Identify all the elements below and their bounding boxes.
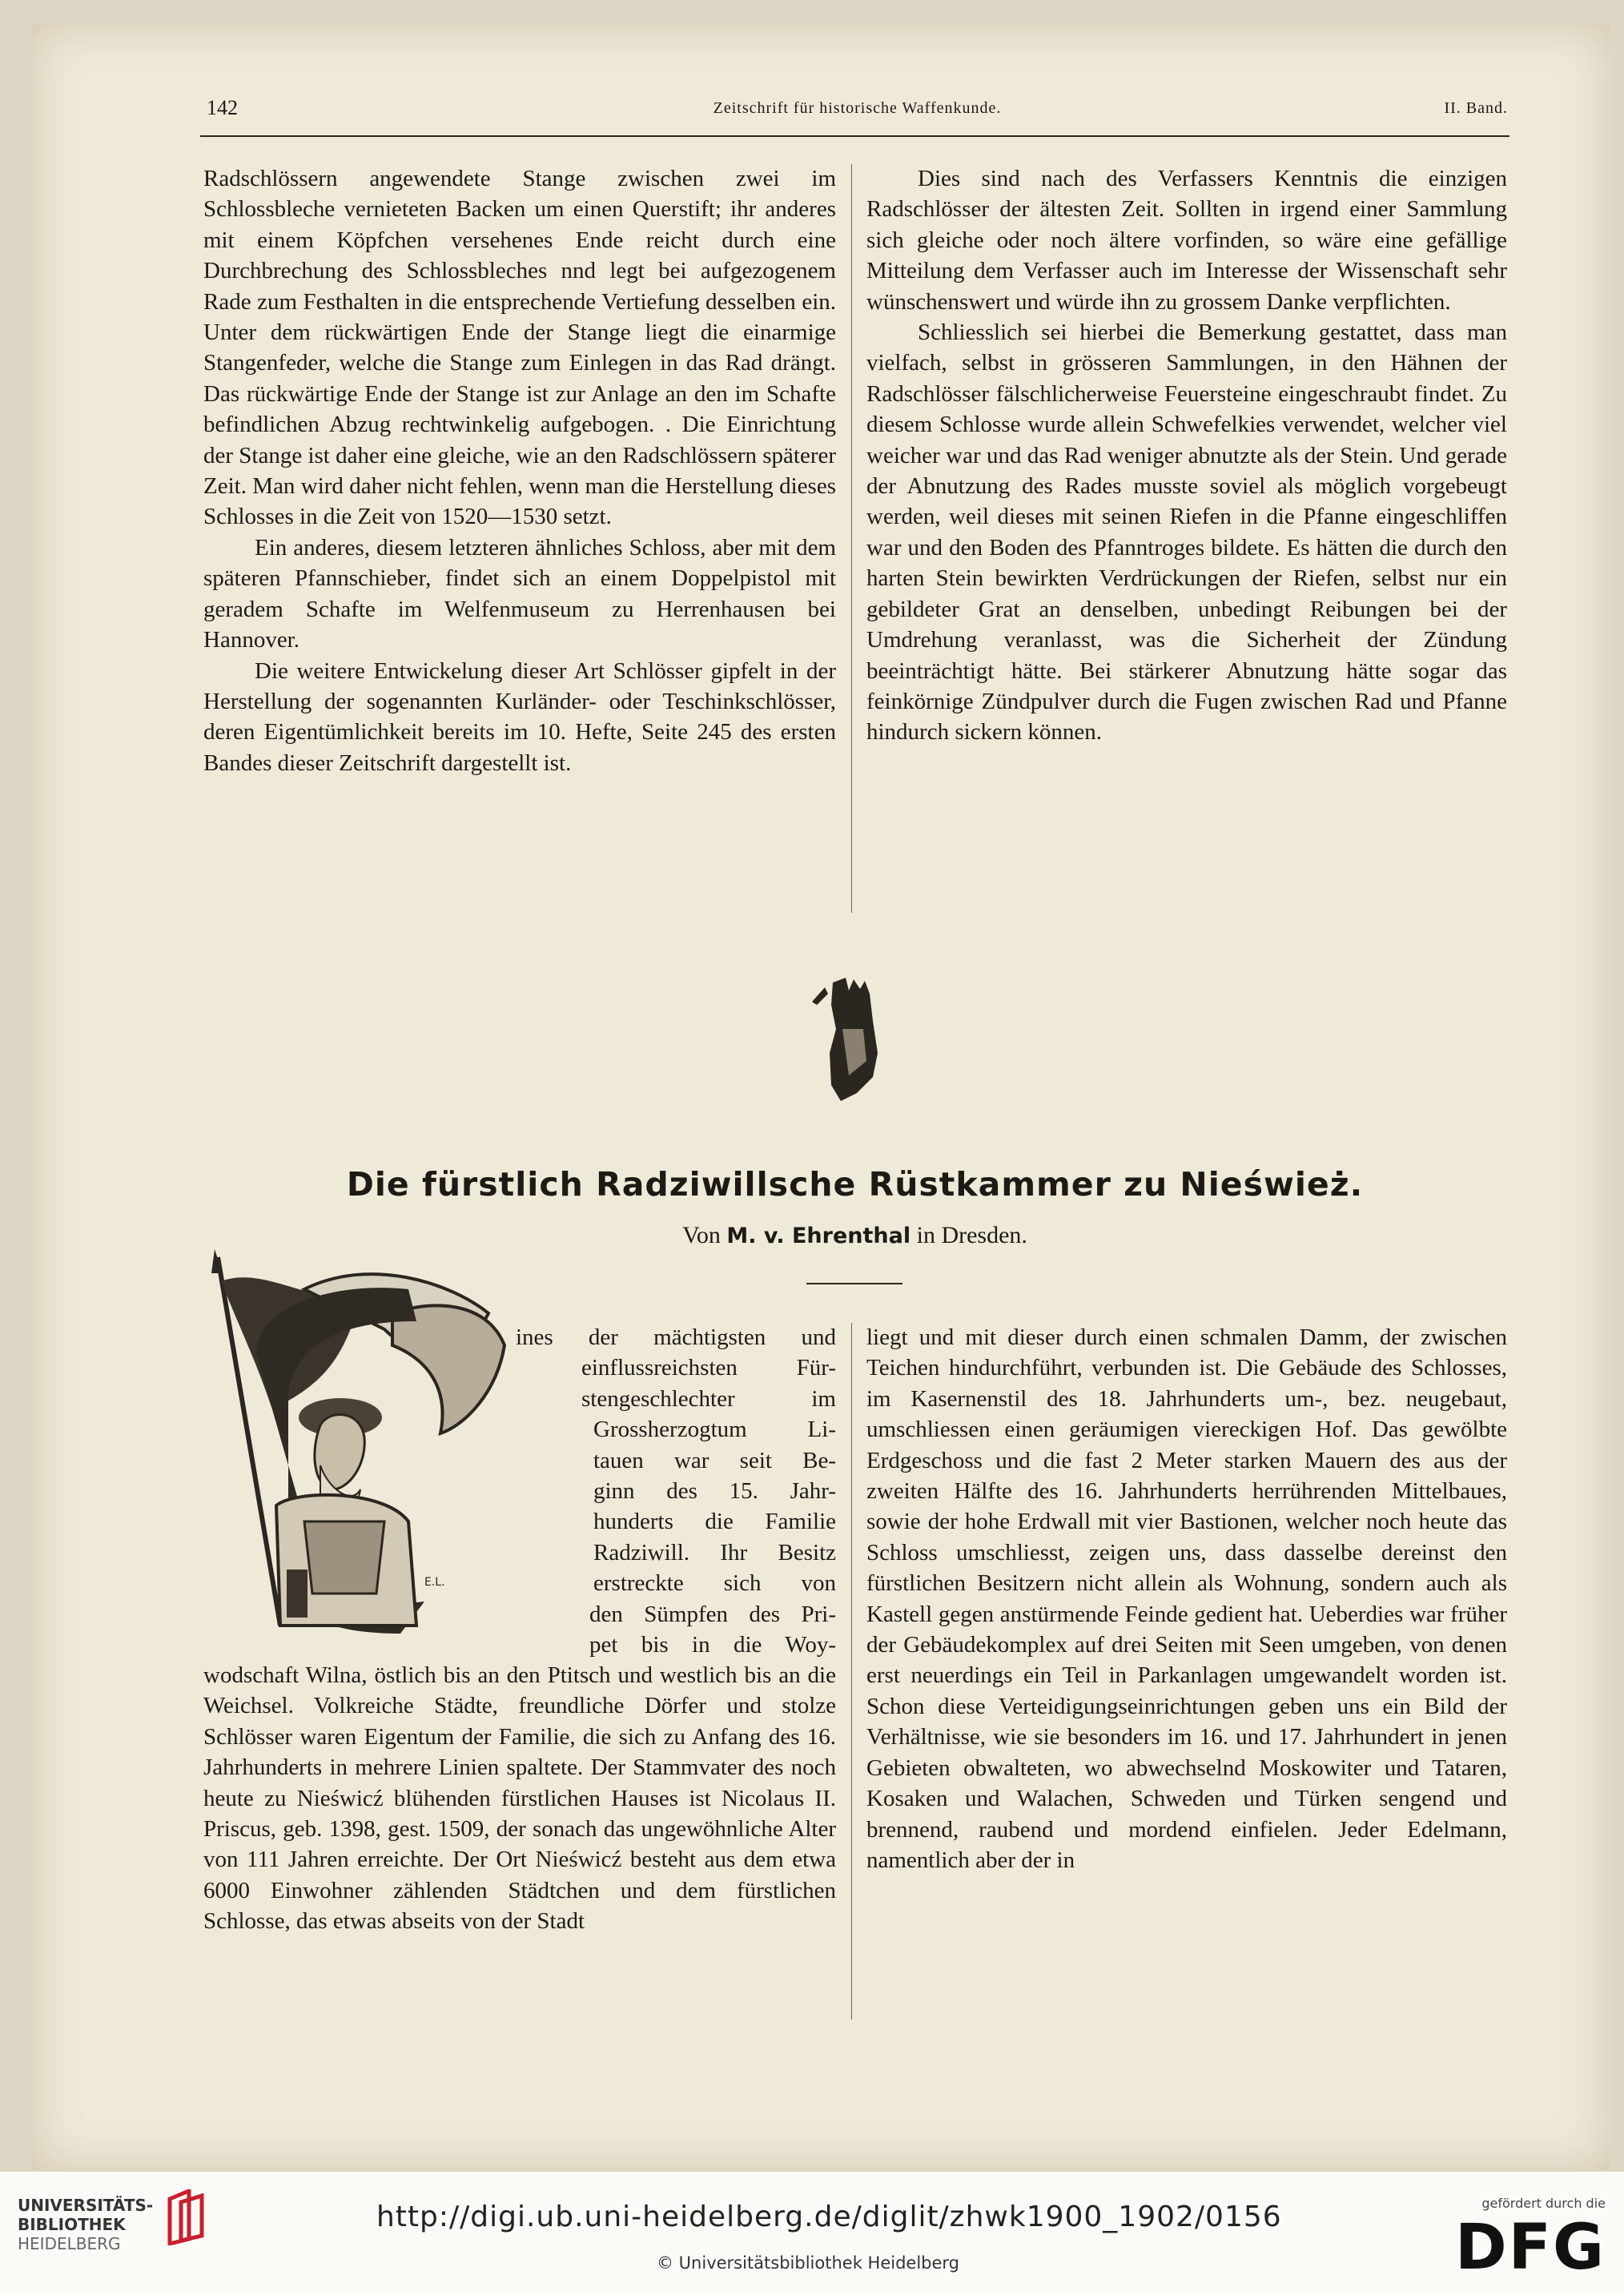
- line: erstreckte sich von: [593, 1570, 836, 1597]
- column-divider: [851, 164, 852, 913]
- decorated-initial-e: [200, 1249, 537, 1650]
- paragraph: Die weitere Entwickelung dieser Art Schlösser gipfelt in der Herstellung der sogenannten Kurländer- oder Teschinkschlösser, deren Eigentümlichkeit bereits im 10. Hefte, Seite 245 des ersten Bandes dieser Zeitschrift dargestellt ist.: [203, 657, 836, 776]
- line: Grossherzogtum Li-: [593, 1417, 836, 1443]
- bottom-left-column: [203, 1660, 836, 1937]
- library-emblem-icon: [162, 2189, 210, 2245]
- line: tauen war seit Be-: [593, 1447, 836, 1473]
- line: den Sümpfen des Pri-: [589, 1601, 836, 1627]
- copyright-notice: © Universitätsbibliothek Heidelberg: [657, 2253, 960, 2273]
- initial-monogram: E.L.: [424, 1576, 445, 1589]
- permalink-url[interactable]: http://digi.ub.uni-heidelberg.de/diglit/zhwk1900_1902/0156: [376, 2201, 1282, 2233]
- library-name: UNIVERSITÄTS- BIBLIOTHEK HEIDELBERG: [18, 2196, 154, 2253]
- page-number: 142: [207, 96, 238, 119]
- top-left-column: [203, 163, 836, 778]
- paragraph: Schliesslich sei hierbei die Bemerkung gestattet, dass man vielfach, selbst in grösseren Sammlungen, in den Hähnen der Radschlösser fälschlicherweise Feuersteine eingeschraubt findet. Zu diesem Schlosse wurde allein Schwefelkies verwendet, welcher viel weicher war und das Rad weniger abnutzte als der Stein. Und gerade der Abnutzung des Rades musste soviel als möglich vorgebeugt werden, weil dieses mit seinen Riefen in die Pfanne eingeschliffen war und den Boden des Pfanntroges bildete. Es hätten die durch den harten Stein bewirkten Verdrückungen der Riefen, selbst nur ein gebildeter Grat an denselben, unbedingt Reibungen bei der Umdrehung veranlasst, was die Sicherheit der Zündung beeinträchtigt hätte. Bei stärkerer Abnutzung hätte sogar das feinkörnige Zündpulver durch die Fugen zwischen Rad und Pfanne hindurch sickern können.: [866, 320, 1507, 746]
- running-head: [207, 96, 1508, 131]
- library-logo[interactable]: [18, 2196, 266, 2276]
- byline: [200, 1222, 1509, 1249]
- journal-title: Zeitschrift für historische Waffenkunde.: [713, 99, 1002, 117]
- line: hunderts die Familie: [593, 1509, 836, 1535]
- paragraph: Dies sind nach des Verfassers Kenntnis die einzigen Radschlösser der ältesten Zeit. Sollten in irgend einer Sammlung sich gleiche oder noch ältere vorfinden, so wäre eine gefällige Mitteilung dem Verfasser auch im Interesse der Wissenschaft sehr wünschenswert und würde ihn zu grossem Danke verpflichten.: [866, 166, 1507, 315]
- header-rule: [200, 135, 1509, 137]
- line: pet bis in die Woy-: [589, 1632, 836, 1658]
- byline-prefix: Von: [682, 1222, 721, 1248]
- column-divider: [851, 1323, 852, 2020]
- line: ines der mächtigsten und: [516, 1324, 836, 1350]
- sponsor-name: DFG: [1454, 2212, 1606, 2284]
- sponsor-label: gefördert durch die: [1481, 2196, 1606, 2211]
- line: einflussreichsten Für-: [581, 1355, 836, 1381]
- top-right-column: [866, 163, 1507, 748]
- volume-label: II. Band.: [1444, 99, 1508, 117]
- viewer-footer: [0, 2172, 1624, 2295]
- author-name: M. v. Ehrenthal: [726, 1224, 911, 1248]
- intro-lines-beside-initial: [501, 1322, 836, 1660]
- bottom-right-column: [866, 1322, 1507, 1875]
- line: stengeschlechter im: [581, 1385, 836, 1412]
- dfg-logo[interactable]: [1433, 2196, 1606, 2284]
- line: Radziwill. Ihr Besitz: [593, 1539, 836, 1566]
- title-rule: [806, 1283, 902, 1284]
- article-title: Die fürstlich Radziwillsche Rüstkammer zu Nieśwież.: [346, 1165, 1364, 1204]
- gauntlet-ornament: [801, 973, 905, 1109]
- paragraph: Ein anderes, diesem letzteren ähnliches Schloss, aber mit dem späteren Pfannschieber, findet sich an einem Doppelpistol mit geradem Schafte im Welfenmuseum zu Herrenhausen bei Hannover.: [203, 534, 836, 653]
- byline-suffix: in Dresden.: [916, 1222, 1027, 1248]
- paragraph: Radschlössern angewendete Stange zwischen zwei im Schlossbleche vernieteten Backen um einen Querstift; ihr anderes mit einem Köpfchen versehenes Ende reicht durch eine Durchbrechung des Schlossbleches nnd legt bei aufgezogenem Rade zum Festhalten in die entsprechende Vertiefung desselben ein. Unter dem rückwärtigen Ende der Stange liegt die einarmige Stangenfeder, welche die Stange zum Einlegen in das Rad drängt. Das rückwärtige Ende der Stange ist zur Anlage an den im Schafte befindlichen Abzug rechtwinkelig aufgebogen. . Die Einrichtung der Stange ist daher eine gleiche, wie an den Radschlössern späterer Zeit. Man wird daher nicht fehlen, wenn man die Herstellung dieses Schlosses in die Zeit von 1520—1530 setzt.: [203, 166, 836, 530]
- line: ginn des 15. Jahr-: [593, 1478, 836, 1505]
- paragraph: wodschaft Wilna, östlich bis an den Ptitsch und westlich bis an die Weichsel. Volkreiche Städte, freundliche Dörfer und stolze Schlösser waren Eigentum der Familie, die sich zu Anfang des 16. Jahrhunderts in mehrere Linien spaltete. Der Stammvater des noch heute zu Nieświcź blühenden fürstlichen Hauses ist Nicolaus II. Priscus, geb. 1398, gest. 1509, der sonach das ungewöhnliche Alter von 111 Jahren erreichte. Der Ort Nieświcź besteht aus dem etwa 6000 Einwohner zählenden Städtchen und dem fürstlichen Schlosse, das etwas abseits von der Stadt: [203, 1662, 836, 1935]
- paragraph: liegt und mit dieser durch einen schmalen Damm, der zwischen Teichen hindurchführt, verbunden ist. Die Gebäude des Schlosses, im Kasernenstil des 18. Jahrhunderts um-, bez. neugebaut, umschliessen einen geräumigen viereckigen Hof. Das gewölbte Erdgeschoss und die fast 2 Meter starken Mauern des aus der zweiten Hälfte des 16. Jahrhunderts herrührenden Mittelbaues, sowie der hohe Erdwall mit vier Bastionen, welcher noch heute das Schloss umschliesst, zeigen uns, dass dasselbe dereinst den fürstlichen Besitzern nicht allein als Wohnung, sondern auch als Kastell gegen anstürmende Feinde gedient hat. Ueberdies war früher der Gebäudekomplex auf drei Seiten mit Seen umgeben, von denen erst neuerdings ein Teil in Parkanlagen umgewandelt worden ist. Schon diese Verteidigungseinrichtungen geben uns ein Bild der Verhältnisse, wie sie besonders im 16. und 17. Jahrhundert in jenen Gebieten obwalteten, wo abwechselnd Moskowiter und Tataren, Kosaken und Walachen, Schweden und Türken sengend und brennend, raubend und mordend einfielen. Jeder Edelmann, namentlich aber der in: [866, 1324, 1507, 1873]
